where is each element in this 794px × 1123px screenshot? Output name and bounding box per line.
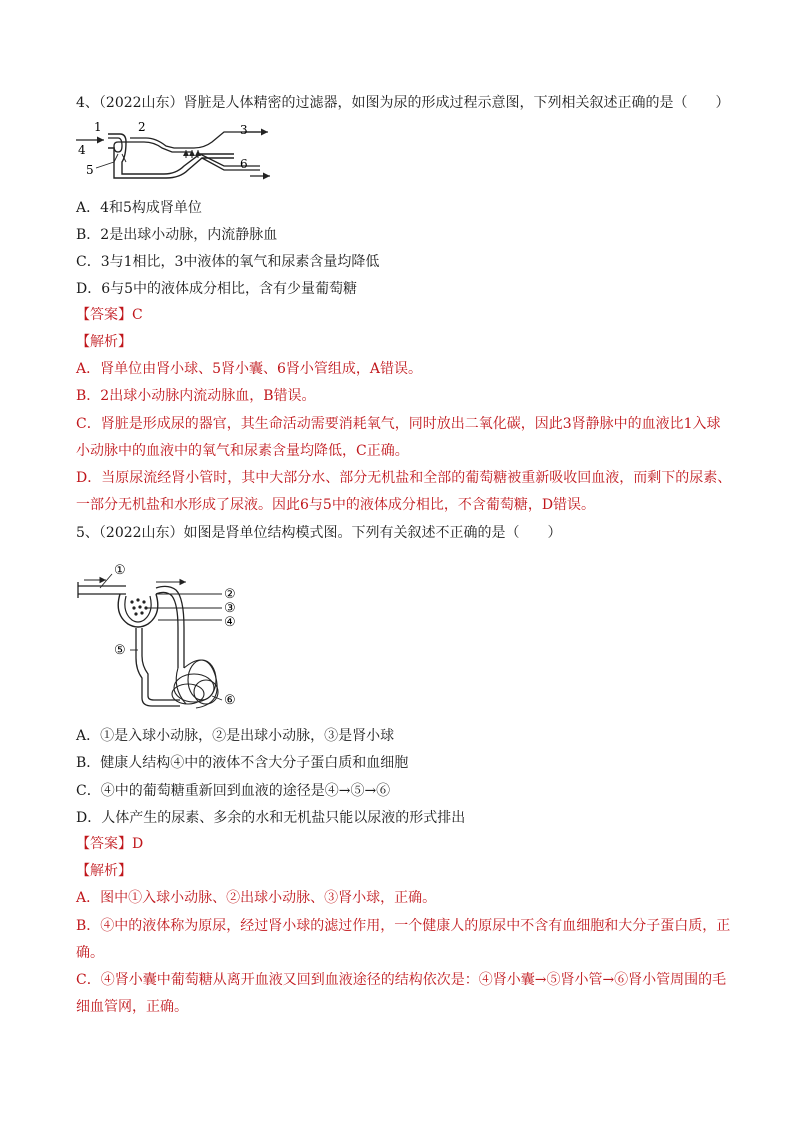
q5-answer	[76, 832, 736, 856]
q5-analysis-c-line1: C．④肾小囊中葡萄糖从离开血液又回到血液途径的结构依次是：④肾小囊→⑤肾小管→⑥肾小管周围的毛	[76, 972, 727, 988]
q4-analysis-d-line1: D．当原尿流经肾小管时，其中大部分水、部分无机盐和全部的葡萄糖被重新吸收回血液，而剩下的尿素、	[76, 470, 732, 486]
q5-nephron-diagram	[76, 558, 266, 714]
q4-analysis-b: B．2出球小动脉内流动脉血，B错误。	[76, 388, 316, 404]
q5-option-a: A．①是入球小动脉，②是出球小动脉，③是肾小球	[76, 728, 395, 744]
q5-stem: 5、（2022山东）如图是肾单位结构模式图。下列有关叙述不正确的是（ ）	[76, 525, 562, 541]
q4-stem: 4、（2022山东）肾脏是人体精密的过滤器，如图为尿的形成过程示意图，下列相关叙述正确的是（ ）	[76, 95, 730, 111]
q5-analysis-label: 【解析】	[76, 863, 132, 879]
q4-label-4: 4	[78, 143, 86, 157]
q4-analysis-a: A．肾单位由肾小球、5肾小囊、6肾小管组成，A错误。	[76, 361, 423, 377]
q5-label-4: ④	[224, 615, 236, 630]
q4-label-3: 3	[240, 123, 248, 137]
q4-option-d: D．6与5中的液体成分相比，含有少量葡萄糖	[76, 281, 358, 297]
q5-answer-label: 【答案】	[76, 836, 132, 852]
q5-label-6: ⑥	[224, 693, 236, 708]
q4-answer-value: C	[132, 307, 143, 323]
q5-label-3: ③	[224, 601, 236, 616]
q5-analysis-c-line2: 细血管网，正确。	[76, 999, 188, 1015]
q4-analysis-c-line1: C．肾脏是形成尿的器官，其生命活动需要消耗氧气，同时放出二氧化碳，因此3肾静脉中的血液比1入球	[76, 416, 721, 432]
q4-answer	[76, 303, 736, 327]
q4-urine-formation-diagram	[74, 118, 274, 184]
q4-option-b: B．2是出球小动脉，内流静脉血	[76, 227, 278, 243]
q4-label-1: 1	[94, 120, 102, 134]
q5-label-2: ②	[224, 587, 236, 602]
q5-option-d: D．人体产生的尿素、多余的水和无机盐只能以尿液的形式排出	[76, 810, 466, 826]
q5-analysis-b-line2: 确。	[76, 945, 104, 961]
q5-label-1: ①	[114, 563, 126, 578]
q5-analysis-a: A．图中①入球小动脉、②出球小动脉、③肾小球，正确。	[76, 890, 437, 906]
q5-analysis-b-line1: B．④中的液体称为原尿，经过肾小球的滤过作用，一个健康人的原尿中不含有血细胞和大分子蛋白质，正	[76, 918, 731, 934]
q4-option-a: A．4和5构成肾单位	[76, 200, 202, 216]
q4-analysis-c-line2: 小动脉中的血液中的氧气和尿素含量均降低，C正确。	[76, 443, 409, 459]
q4-label-2: 2	[138, 120, 146, 134]
q5-label-5: ⑤	[114, 643, 126, 658]
q5-option-b: B．健康人结构④中的液体不含大分子蛋白质和血细胞	[76, 755, 409, 771]
q4-answer-label: 【答案】	[76, 307, 132, 323]
q5-answer-value: D	[132, 836, 144, 852]
q4-analysis-d-line2: 一部分无机盐和水形成了尿液。因此6与5中的液体成分相比，不含葡萄糖，D错误。	[76, 497, 596, 513]
q4-label-6: 6	[240, 157, 248, 171]
q4-analysis-label: 【解析】	[76, 334, 132, 350]
q5-option-c: C．④中的葡萄糖重新回到血液的途径是④→⑤→⑥	[76, 783, 391, 799]
q4-label-5: 5	[86, 163, 94, 177]
q4-option-c: C．3与1相比，3中液体的氧气和尿素含量均降低	[76, 254, 380, 270]
